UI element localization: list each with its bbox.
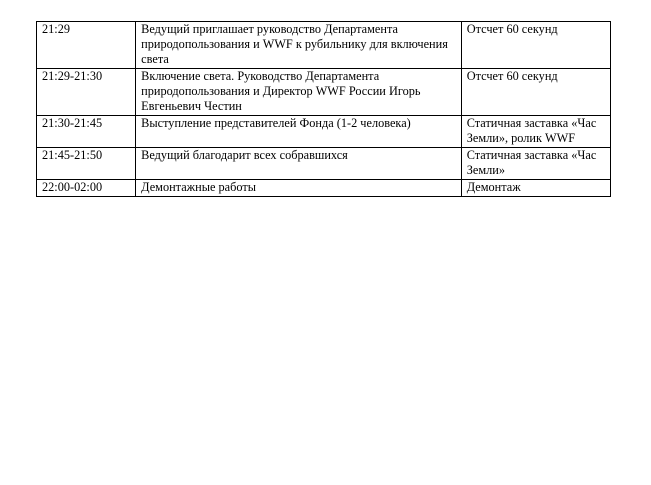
event-cell: Ведущий приглашает руководство Департамента природопользования и WWF к рубильнику для включения света [136,22,462,69]
event-cell: Включение света. Руководство Департамента природопользования и Директор WWF России Игорь Евгеньевич Честин [136,69,462,116]
media-cell: Статичная заставка «Час Земли» [461,148,610,180]
table-row [37,22,611,69]
table-row [37,180,611,197]
media-cell: Статичная заставка «Час Земли», ролик WWF [461,116,610,148]
media-cell: Демонтаж [461,180,610,197]
event-cell: Демонтажные работы [136,180,462,197]
time-cell: 22:00-02:00 [37,180,136,197]
media-cell: Отсчет 60 секунд [461,22,610,69]
schedule-table [36,21,611,197]
time-cell: 21:30-21:45 [37,116,136,148]
event-cell: Ведущий благодарит всех собравшихся [136,148,462,180]
time-cell: 21:29-21:30 [37,69,136,116]
media-cell: Отсчет 60 секунд [461,69,610,116]
table-row [37,116,611,148]
time-cell: 21:45-21:50 [37,148,136,180]
time-cell: 21:29 [37,22,136,69]
event-cell: Выступление представителей Фонда (1-2 человека) [136,116,462,148]
table-row [37,69,611,116]
table-row [37,148,611,180]
